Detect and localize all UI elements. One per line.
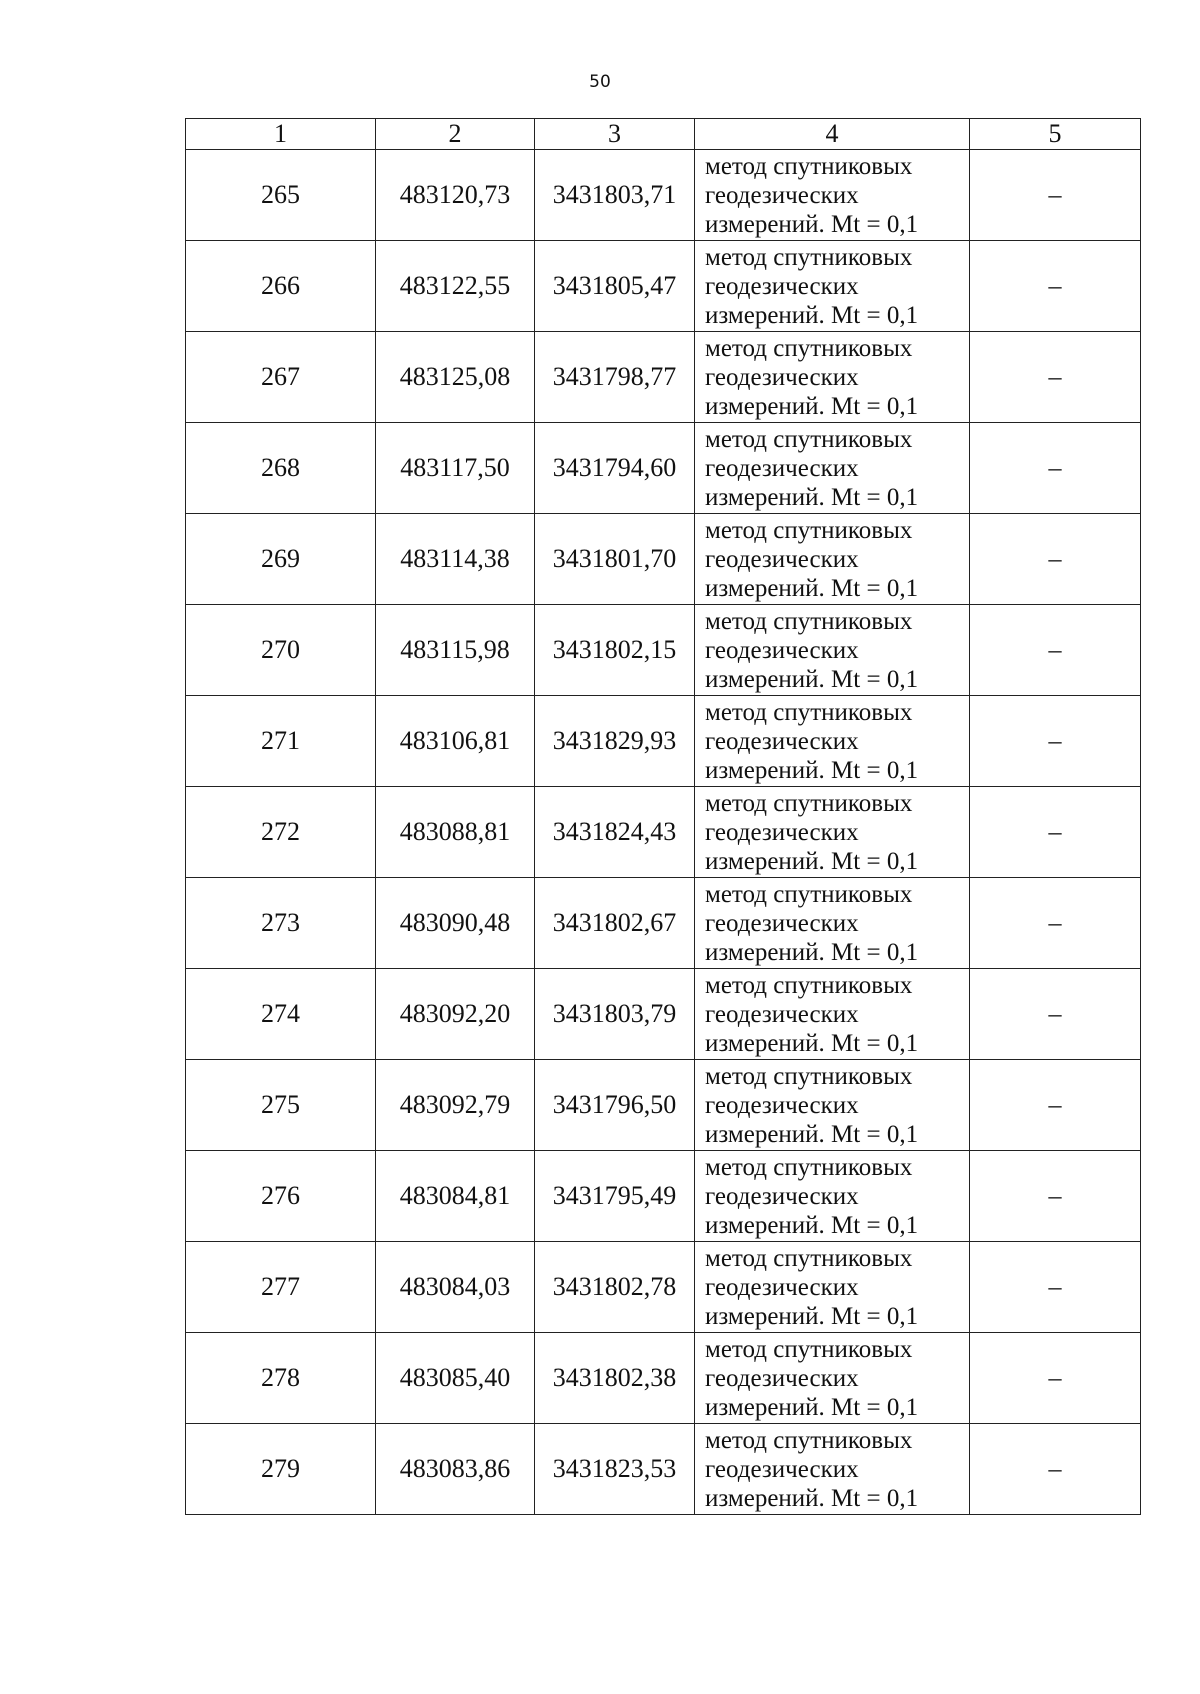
point-number: 274 xyxy=(186,969,376,1060)
point-number: 276 xyxy=(186,1151,376,1242)
point-number: 270 xyxy=(186,605,376,696)
method-text-line: метод спутниковых xyxy=(705,425,913,453)
method-cell xyxy=(695,1151,970,1242)
point-number: 278 xyxy=(186,1333,376,1424)
coordinate-x: 483117,50 xyxy=(376,423,535,514)
coordinate-x: 483115,98 xyxy=(376,605,535,696)
method-text-line: измерений. Mt = 0,1 xyxy=(705,938,919,966)
method-text-line: метод спутниковых xyxy=(705,1062,913,1090)
point-number: 268 xyxy=(186,423,376,514)
point-number: 269 xyxy=(186,514,376,605)
method-text-line: геодезических xyxy=(705,727,859,755)
method-text-line: метод спутниковых xyxy=(705,1244,913,1272)
method-text-line: измерений. Mt = 0,1 xyxy=(705,756,919,784)
method-text-line: метод спутниковых xyxy=(705,698,913,726)
coordinate-y: 3431824,43 xyxy=(535,787,695,878)
coordinate-x: 483106,81 xyxy=(376,696,535,787)
table-row xyxy=(186,514,1141,605)
point-number: 273 xyxy=(186,878,376,969)
note-cell: – xyxy=(970,150,1141,241)
method-cell xyxy=(695,605,970,696)
method-text-line: геодезических xyxy=(705,1273,859,1301)
method-text-line: геодезических xyxy=(705,1364,859,1392)
column-header-5: 5 xyxy=(970,119,1141,150)
method-text-line: измерений. Mt = 0,1 xyxy=(705,847,919,875)
column-header-1: 1 xyxy=(186,119,376,150)
point-number: 272 xyxy=(186,787,376,878)
coordinate-y: 3431802,15 xyxy=(535,605,695,696)
coordinate-y: 3431805,47 xyxy=(535,241,695,332)
coordinate-y: 3431829,93 xyxy=(535,696,695,787)
coordinate-x: 483120,73 xyxy=(376,150,535,241)
note-cell: – xyxy=(970,787,1141,878)
method-text-line: геодезических xyxy=(705,454,859,482)
method-text-line: геодезических xyxy=(705,909,859,937)
table-row xyxy=(186,878,1141,969)
coordinate-x: 483125,08 xyxy=(376,332,535,423)
method-cell xyxy=(695,787,970,878)
table-row xyxy=(186,332,1141,423)
method-text-line: геодезических xyxy=(705,363,859,391)
point-number: 266 xyxy=(186,241,376,332)
method-cell xyxy=(695,150,970,241)
method-text-line: измерений. Mt = 0,1 xyxy=(705,574,919,602)
method-cell xyxy=(695,1424,970,1515)
coordinate-y: 3431802,67 xyxy=(535,878,695,969)
note-cell: – xyxy=(970,1060,1141,1151)
table-row xyxy=(186,1060,1141,1151)
table-row xyxy=(186,423,1141,514)
column-header-4: 4 xyxy=(695,119,970,150)
method-text-line: измерений. Mt = 0,1 xyxy=(705,483,919,511)
method-text-line: метод спутниковых xyxy=(705,607,913,635)
method-text-line: геодезических xyxy=(705,1455,859,1483)
table-row xyxy=(186,1424,1141,1515)
method-text-line: геодезических xyxy=(705,818,859,846)
point-number: 265 xyxy=(186,150,376,241)
method-text-line: измерений. Mt = 0,1 xyxy=(705,1393,919,1421)
method-text-line: измерений. Mt = 0,1 xyxy=(705,1029,919,1057)
note-cell: – xyxy=(970,878,1141,969)
table-header xyxy=(186,119,1141,150)
coordinate-x: 483122,55 xyxy=(376,241,535,332)
note-cell: – xyxy=(970,332,1141,423)
method-cell xyxy=(695,423,970,514)
coordinate-x: 483088,81 xyxy=(376,787,535,878)
coordinate-y: 3431794,60 xyxy=(535,423,695,514)
method-text-line: измерений. Mt = 0,1 xyxy=(705,1211,919,1239)
method-cell xyxy=(695,878,970,969)
page-number: 50 xyxy=(589,72,611,92)
coordinate-y: 3431796,50 xyxy=(535,1060,695,1151)
note-cell: – xyxy=(970,1151,1141,1242)
method-text-line: измерений. Mt = 0,1 xyxy=(705,1484,919,1512)
method-text-line: измерений. Mt = 0,1 xyxy=(705,665,919,693)
method-text-line: измерений. Mt = 0,1 xyxy=(705,1120,919,1148)
coordinate-y: 3431803,79 xyxy=(535,969,695,1060)
coordinate-x: 483092,79 xyxy=(376,1060,535,1151)
point-number: 277 xyxy=(186,1242,376,1333)
coordinate-y: 3431823,53 xyxy=(535,1424,695,1515)
method-text-line: геодезических xyxy=(705,272,859,300)
coordinate-x: 483084,81 xyxy=(376,1151,535,1242)
coordinate-x: 483085,40 xyxy=(376,1333,535,1424)
method-cell xyxy=(695,514,970,605)
method-text-line: метод спутниковых xyxy=(705,516,913,544)
note-cell: – xyxy=(970,969,1141,1060)
table-row xyxy=(186,969,1141,1060)
point-number: 267 xyxy=(186,332,376,423)
table-row xyxy=(186,150,1141,241)
header-row xyxy=(186,119,1141,150)
note-cell: – xyxy=(970,605,1141,696)
method-text-line: геодезических xyxy=(705,1000,859,1028)
method-text-line: измерений. Mt = 0,1 xyxy=(705,1302,919,1330)
method-text-line: геодезических xyxy=(705,1091,859,1119)
method-cell xyxy=(695,1242,970,1333)
point-number: 279 xyxy=(186,1424,376,1515)
coordinate-y: 3431802,38 xyxy=(535,1333,695,1424)
table-row xyxy=(186,1333,1141,1424)
table-row xyxy=(186,696,1141,787)
method-text-line: геодезических xyxy=(705,545,859,573)
method-text-line: геодезических xyxy=(705,1182,859,1210)
method-text-line: геодезических xyxy=(705,181,859,209)
note-cell: – xyxy=(970,423,1141,514)
method-cell xyxy=(695,1333,970,1424)
table-row xyxy=(186,787,1141,878)
coordinate-x: 483092,20 xyxy=(376,969,535,1060)
note-cell: – xyxy=(970,1242,1141,1333)
method-text-line: метод спутниковых xyxy=(705,789,913,817)
coordinate-y: 3431801,70 xyxy=(535,514,695,605)
method-text-line: метод спутниковых xyxy=(705,971,913,999)
coordinate-x: 483090,48 xyxy=(376,878,535,969)
method-cell xyxy=(695,696,970,787)
method-text-line: метод спутниковых xyxy=(705,334,913,362)
table-row xyxy=(186,1242,1141,1333)
method-text-line: измерений. Mt = 0,1 xyxy=(705,301,919,329)
method-text-line: измерений. Mt = 0,1 xyxy=(705,210,919,238)
method-text-line: метод спутниковых xyxy=(705,880,913,908)
point-number: 271 xyxy=(186,696,376,787)
method-cell xyxy=(695,1060,970,1151)
table-row xyxy=(186,605,1141,696)
table-row xyxy=(186,241,1141,332)
coordinate-y: 3431795,49 xyxy=(535,1151,695,1242)
method-text-line: метод спутниковых xyxy=(705,1335,913,1363)
coordinate-x: 483084,03 xyxy=(376,1242,535,1333)
table-row xyxy=(186,1151,1141,1242)
note-cell: – xyxy=(970,696,1141,787)
column-header-3: 3 xyxy=(535,119,695,150)
note-cell: – xyxy=(970,1424,1141,1515)
coordinate-x: 483083,86 xyxy=(376,1424,535,1515)
method-text-line: геодезических xyxy=(705,636,859,664)
method-text-line: метод спутниковых xyxy=(705,152,913,180)
coordinate-y: 3431803,71 xyxy=(535,150,695,241)
coordinate-x: 483114,38 xyxy=(376,514,535,605)
coordinates-table xyxy=(185,118,1141,1515)
coordinate-y: 3431802,78 xyxy=(535,1242,695,1333)
column-header-2: 2 xyxy=(376,119,535,150)
note-cell: – xyxy=(970,1333,1141,1424)
coordinate-y: 3431798,77 xyxy=(535,332,695,423)
method-text-line: метод спутниковых xyxy=(705,1426,913,1454)
method-cell xyxy=(695,332,970,423)
method-text-line: метод спутниковых xyxy=(705,243,913,271)
point-number: 275 xyxy=(186,1060,376,1151)
note-cell: – xyxy=(970,514,1141,605)
note-cell: – xyxy=(970,241,1141,332)
method-cell xyxy=(695,241,970,332)
method-text-line: измерений. Mt = 0,1 xyxy=(705,392,919,420)
table-body xyxy=(186,150,1141,1515)
method-text-line: метод спутниковых xyxy=(705,1153,913,1181)
method-cell xyxy=(695,969,970,1060)
